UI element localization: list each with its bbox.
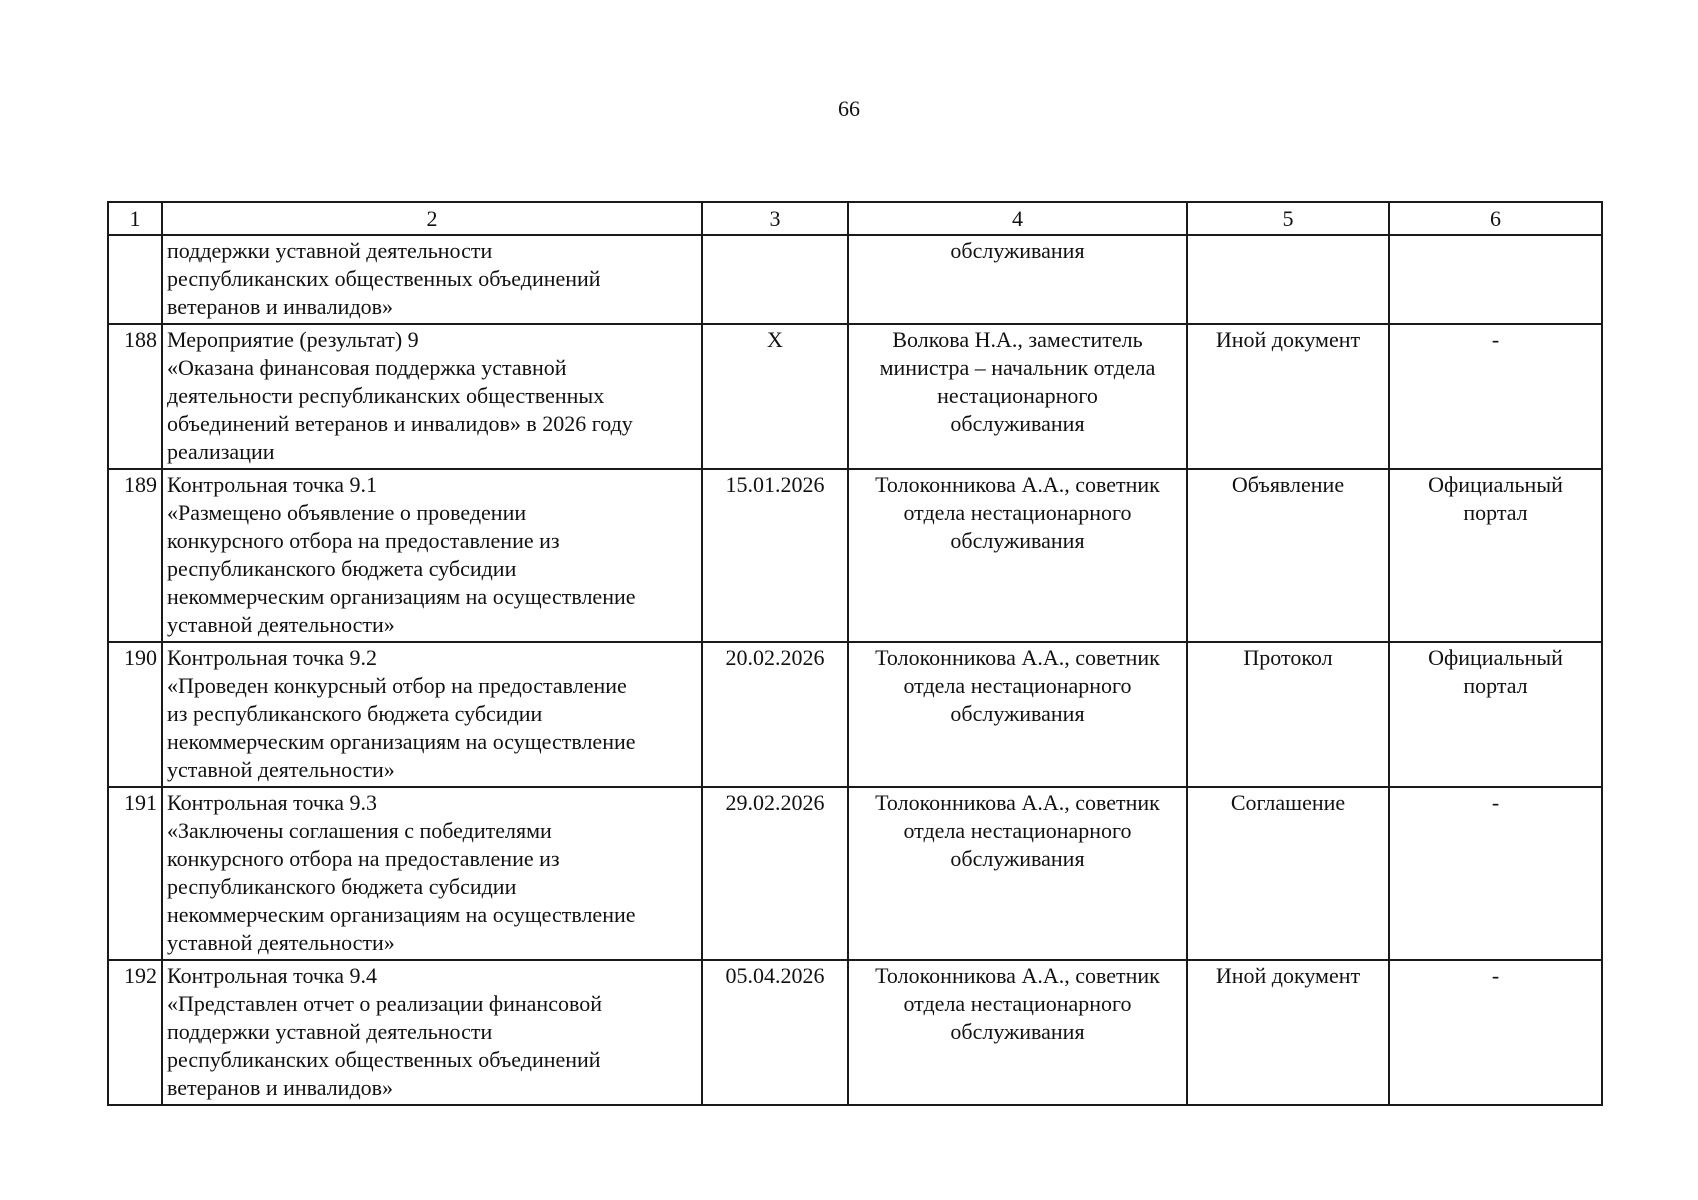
event-name-line: Мероприятие (результат) 9 (167, 327, 419, 352)
event-name-line: Контрольная точка 9.4 (167, 963, 378, 988)
column-header-name: 2 (162, 202, 702, 235)
event-name (162, 960, 702, 1105)
responsible-person (848, 960, 1187, 1105)
info-system-line: Официальный (1428, 472, 1563, 497)
event-name-line: республиканских общественных объединений (167, 1047, 601, 1072)
due-date: X (702, 324, 848, 469)
responsible-person-line: Толоконникова А.А., советник (875, 472, 1160, 497)
info-system-line: Официальный (1428, 645, 1563, 670)
event-name-line: ветеранов и инвалидов» (167, 1075, 394, 1100)
responsible-person-line: министра – начальник отдела (879, 355, 1156, 380)
event-name-line: «Проведен конкурсный отбор на предоставление (167, 673, 627, 698)
column-header-responsible: 4 (848, 202, 1187, 235)
event-name (162, 235, 702, 324)
event-name-line: Контрольная точка 9.3 (167, 790, 378, 815)
document-type: Иной документ (1187, 324, 1389, 469)
info-system (1389, 960, 1602, 1105)
event-name-line: «Представлен отчет о реализации финансовой (167, 991, 602, 1016)
responsible-person-line: Толоконникова А.А., советник (875, 645, 1160, 670)
event-name-line: ветеранов и инвалидов» (167, 294, 394, 319)
event-name-line: Контрольная точка 9.2 (167, 645, 378, 670)
row-number: 192 (108, 960, 162, 1105)
info-system-line: - (1491, 327, 1500, 352)
table-row (108, 960, 1602, 1105)
info-system-line: портал (1463, 500, 1528, 525)
table-row (108, 787, 1602, 960)
row-number: 188 (108, 324, 162, 469)
event-name-line: республиканских общественных объединений (167, 266, 601, 291)
responsible-person-line: отдела нестационарного (903, 991, 1132, 1016)
document-type (1187, 235, 1389, 324)
responsible-person-line: обслуживания (950, 528, 1085, 553)
responsible-person (848, 469, 1187, 642)
plan-table (107, 201, 1603, 1106)
due-date: 20.02.2026 (702, 642, 848, 787)
responsible-person-line: отдела нестационарного (903, 500, 1132, 525)
responsible-person-line: обслуживания (950, 701, 1085, 726)
column-header-document: 5 (1187, 202, 1389, 235)
info-system-line: портал (1463, 673, 1528, 698)
event-name-line: республиканского бюджета субсидии (167, 556, 517, 581)
due-date: 29.02.2026 (702, 787, 848, 960)
responsible-person-line: обслуживания (950, 1019, 1085, 1044)
column-header-info-system: 6 (1389, 202, 1602, 235)
table-row (108, 642, 1602, 787)
row-number (108, 235, 162, 324)
column-header-number: 1 (108, 202, 162, 235)
event-name-line: объединений ветеранов и инвалидов» в 2026 году (167, 411, 633, 436)
responsible-person-line: нестационарного (937, 383, 1098, 408)
event-name (162, 469, 702, 642)
document-type: Соглашение (1187, 787, 1389, 960)
row-number: 190 (108, 642, 162, 787)
event-name-line: поддержки уставной деятельности (167, 238, 493, 263)
event-name-line: реализации (167, 439, 275, 464)
document-type: Объявление (1187, 469, 1389, 642)
responsible-person (848, 642, 1187, 787)
responsible-person (848, 235, 1187, 324)
event-name-line: некоммерческим организациям на осуществление (167, 729, 636, 754)
event-name-line: Контрольная точка 9.1 (167, 472, 378, 497)
responsible-person-line: отдела нестационарного (903, 673, 1132, 698)
responsible-person-line: отдела нестационарного (903, 818, 1132, 843)
event-name-line: конкурсного отбора на предоставление из (167, 528, 560, 553)
info-system (1389, 235, 1602, 324)
table-row (108, 324, 1602, 469)
info-system-line: - (1491, 963, 1500, 988)
due-date: 05.04.2026 (702, 960, 848, 1105)
event-name-line: республиканского бюджета субсидии (167, 874, 517, 899)
info-system-line: - (1491, 790, 1500, 815)
table-header-row (108, 202, 1602, 235)
responsible-person-line: Волкова Н.А., заместитель (892, 327, 1143, 352)
event-name-line: деятельности республиканских общественных (167, 383, 605, 408)
responsible-person-line: Толоконникова А.А., советник (875, 790, 1160, 815)
event-name-line: «Оказана финансовая поддержка уставной (167, 355, 567, 380)
table-row (108, 469, 1602, 642)
event-name (162, 642, 702, 787)
info-system (1389, 787, 1602, 960)
event-name-line: поддержки уставной деятельности (167, 1019, 493, 1044)
event-name-line: уставной деятельности» (167, 930, 395, 955)
due-date (702, 235, 848, 324)
responsible-person-line: Толоконникова А.А., советник (875, 963, 1160, 988)
table-row (108, 235, 1602, 324)
event-name-line: «Размещено объявление о проведении (167, 500, 527, 525)
event-name-line: конкурсного отбора на предоставление из (167, 846, 560, 871)
info-system (1389, 469, 1602, 642)
event-name-line: некоммерческим организациям на осуществление (167, 902, 636, 927)
event-name-line: из республиканского бюджета субсидии (167, 701, 543, 726)
event-name-line: уставной деятельности» (167, 612, 395, 637)
row-number: 189 (108, 469, 162, 642)
document-type: Иной документ (1187, 960, 1389, 1105)
responsible-person (848, 324, 1187, 469)
page-number: 66 (838, 96, 860, 121)
event-name-line: «Заключены соглашения с победителями (167, 818, 552, 843)
column-header-date: 3 (702, 202, 848, 235)
event-name-line: некоммерческим организациям на осуществление (167, 584, 636, 609)
responsible-person-line: обслуживания (950, 411, 1085, 436)
event-name (162, 324, 702, 469)
document-type: Протокол (1187, 642, 1389, 787)
responsible-person (848, 787, 1187, 960)
info-system (1389, 642, 1602, 787)
info-system (1389, 324, 1602, 469)
event-name-line: уставной деятельности» (167, 757, 395, 782)
responsible-person-line: обслуживания (950, 238, 1085, 263)
due-date: 15.01.2026 (702, 469, 848, 642)
responsible-person-line: обслуживания (950, 846, 1085, 871)
event-name (162, 787, 702, 960)
row-number: 191 (108, 787, 162, 960)
